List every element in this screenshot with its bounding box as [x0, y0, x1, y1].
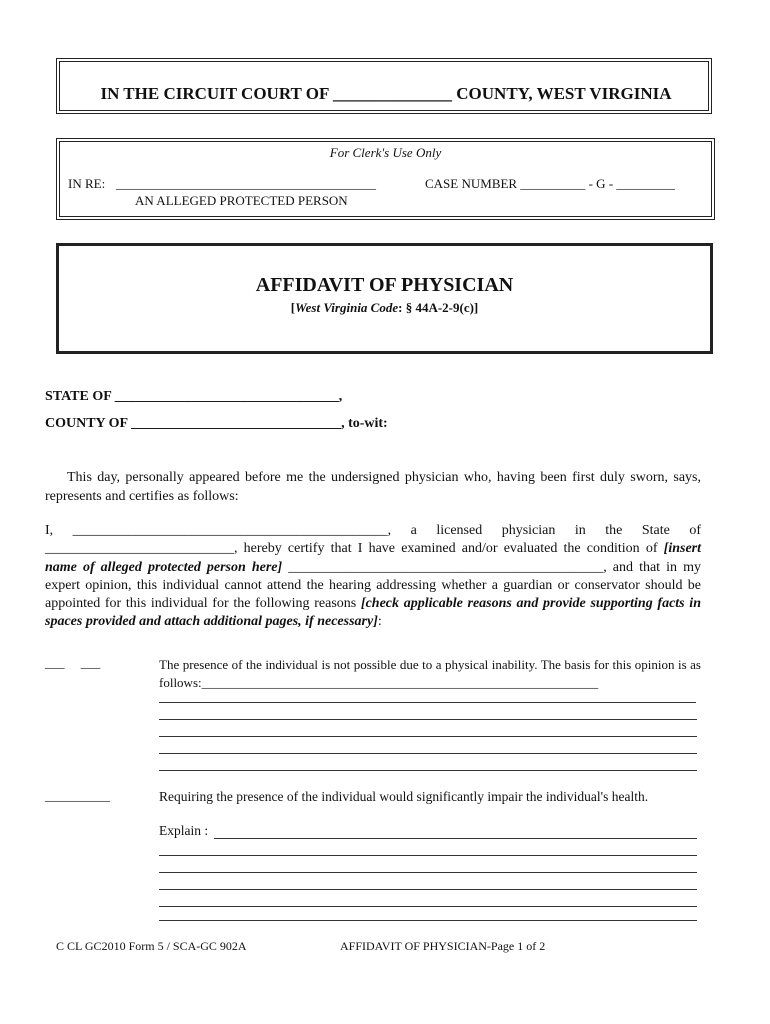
reason1-checkbox[interactable]: ___ ___: [45, 655, 101, 670]
county-of-field[interactable]: COUNTY OF ______________________________, to-wit:: [45, 416, 388, 431]
certification-paragraph: [45, 522, 701, 632]
case-number[interactable]: CASE NUMBER __________ - G - _________: [425, 176, 675, 191]
reason1-answer-line[interactable]: [159, 719, 697, 720]
intro-paragraph: This day, personally appeared before me the undersigned physician who, having been first duly sworn, says, represents and certifies as follows:: [45, 470, 701, 504]
form-title: AFFIDAVIT OF PHYSICIAN: [255, 274, 514, 296]
clerk-note: For Clerk's Use Only: [329, 145, 442, 160]
in-re-label: IN RE:: [68, 176, 106, 191]
footer-form-id: C CL GC2010 Form 5 / SCA-GC 902A: [56, 939, 247, 953]
statute-citation: [56, 300, 713, 316]
footer-page-label: AFFIDAVIT OF PHYSICIAN-Page 1 of 2: [340, 939, 546, 953]
reason2-explain-label: Explain :: [159, 823, 209, 838]
reason1-text: The presence of the individual is not possible due to a physical inability. The basis for this opinion is as follows:_____________________________________________________________: [159, 657, 701, 690]
reason2-checkbox[interactable]: __________: [45, 788, 110, 803]
citation-open: [: [290, 300, 296, 315]
citation-code-name: West Virginia Code: [295, 300, 399, 315]
reason2-answer-line[interactable]: [159, 920, 697, 921]
reason2-text: Requiring the presence of the individual would significantly impair the individual's health.: [159, 789, 649, 804]
certification-text-2: _____________________________________________, and that in my expert opinion, this individual cannot attend the hearing addressing whether a guardian or conservator should be appointed for this individual for the following reasons: [45, 559, 701, 612]
certification-text-3: :: [377, 614, 382, 630]
reason2-answer-line[interactable]: [159, 855, 697, 856]
state-of-field[interactable]: STATE OF ________________________________,: [45, 389, 343, 404]
reason2-answer-line[interactable]: [159, 872, 697, 873]
insert-name-instruction: [insert name of alleged protected person here]: [45, 541, 701, 575]
reason2-answer-line[interactable]: [159, 889, 697, 890]
reasons-instruction: [check applicable reasons and provide supporting facts in spaces provided and attach additional pages, if necessary]: [45, 596, 701, 630]
reason1-answer-line[interactable]: [159, 770, 697, 771]
title-box: [56, 243, 713, 354]
alleged-person-label: AN ALLEGED PROTECTED PERSON: [135, 193, 348, 208]
court-header-text: IN THE CIRCUIT COURT OF ______________ COUNTY, WEST VIRGINIA: [100, 84, 672, 103]
reason2-answer-line[interactable]: [159, 906, 697, 907]
reason1-answer-line[interactable]: [159, 736, 697, 737]
reason2-answer-line[interactable]: [214, 838, 697, 839]
citation-section: : § 44A-2-9(c)]: [398, 300, 479, 315]
certification-text-1: I, _____________________________________________, a licensed physician in the State of ___________________________, hereby certify that I have examined and/or evaluated the condition of: [45, 523, 701, 557]
reason1-answer-line[interactable]: [159, 702, 696, 703]
in-re-blank[interactable]: ________________________________________: [116, 176, 376, 191]
reason1-answer-line[interactable]: [159, 753, 697, 754]
